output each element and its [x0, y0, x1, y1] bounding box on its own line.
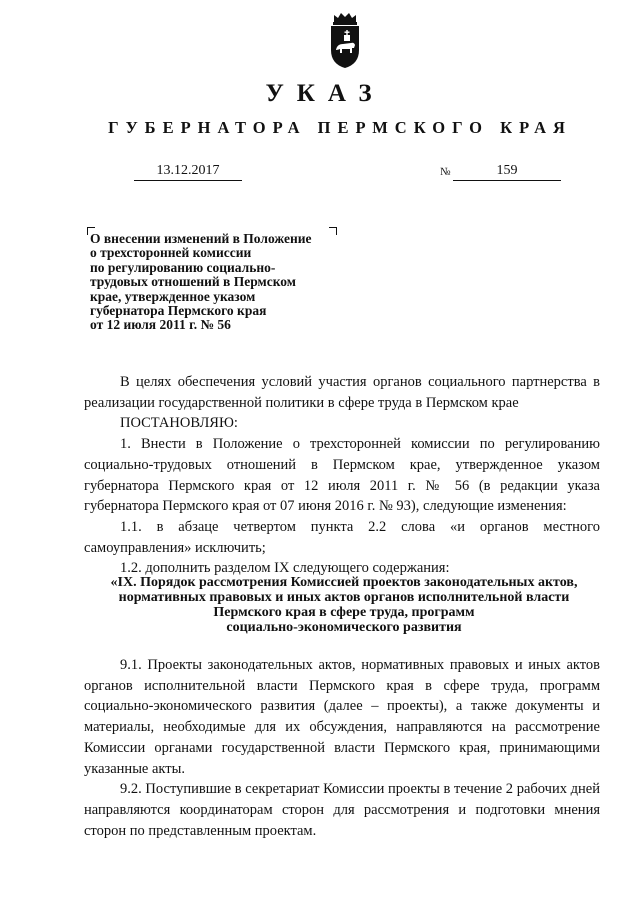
document-issuer: ГУБЕРНАТОРА ПЕРМСКОГО КРАЯ	[108, 118, 572, 137]
item-9-1-paragraph: 9.1. Проекты законодательных актов, нормативных правовых и иных актов органов исполнительной власти Пермского края в сфере труда, программ социально-экономического развития (далее – проекты), а также документы и материалы, необходимые для их обсуждения, направляются на рассмотрение Комиссии органами государственной власти Пермского края, принимающими указанные акты.	[84, 657, 600, 777]
item-9-2-paragraph: 9.2. Поступившие в секретариат Комиссии проекты в течение 2 рабочих дней направляются координаторам сторон для рассмотрения и подготовки мнения сторон по представленным проектам.	[84, 781, 600, 839]
coat-of-arms-icon	[325, 12, 365, 70]
section-heading-line: социально-экономического развития	[226, 620, 462, 635]
document-heading	[90, 232, 350, 333]
document-number: 159	[453, 163, 561, 181]
heading-line: губернатора Пермского края	[90, 303, 267, 319]
intro-paragraph: В целях обеспечения условий участия органов социального партнерства в реализации государственной политики в сфере труда в Пермском крае	[84, 374, 600, 411]
heading-line: крае, утвержденное указом	[90, 288, 256, 304]
section-body	[84, 655, 600, 841]
section-heading	[84, 575, 604, 635]
heading-line: от 12 июля 2011 г. № 56	[90, 317, 231, 333]
item-1-1-paragraph: 1.1. в абзаце четвертом пункта 2.2 слова «и органов местного самоуправления» исключить;	[84, 518, 600, 556]
document-body	[84, 372, 600, 579]
item-1-2-paragraph: 1.2. дополнить разделом IX следующего содержания:	[120, 560, 450, 577]
document-date: 13.12.2017	[134, 163, 242, 181]
section-heading-line: нормативных правовых и иных актов органов исполнительной власти	[118, 590, 570, 605]
item-1-paragraph: 1. Внести в Положение о трехсторонней комиссии по регулированию социально-трудовых отношений в Пермском крае, утвержденное указом губернатора Пермского края от 12 июля 2011 г. № 56 (в редакции указа губернатора Пермского края от 07 июня 2016 г. № 93), следующие изменения:	[84, 436, 600, 515]
heading-line: трудовых отношений в Пермском	[90, 274, 296, 290]
number-label: №	[440, 166, 451, 178]
document-title: УКАЗ	[265, 80, 385, 107]
heading-line: о трехсторонней комиссии	[90, 245, 252, 261]
section-heading-line: «IX. Порядок рассмотрения Комиссией проектов законодательных актов,	[110, 575, 578, 590]
decree-word: ПОСТАНОВЛЯЮ:	[120, 415, 238, 432]
section-heading-line: Пермского края в сфере труда, программ	[213, 605, 475, 620]
heading-line: О внесении изменений в Положение	[90, 231, 312, 246]
heading-line: по регулированию социально-	[90, 259, 276, 275]
